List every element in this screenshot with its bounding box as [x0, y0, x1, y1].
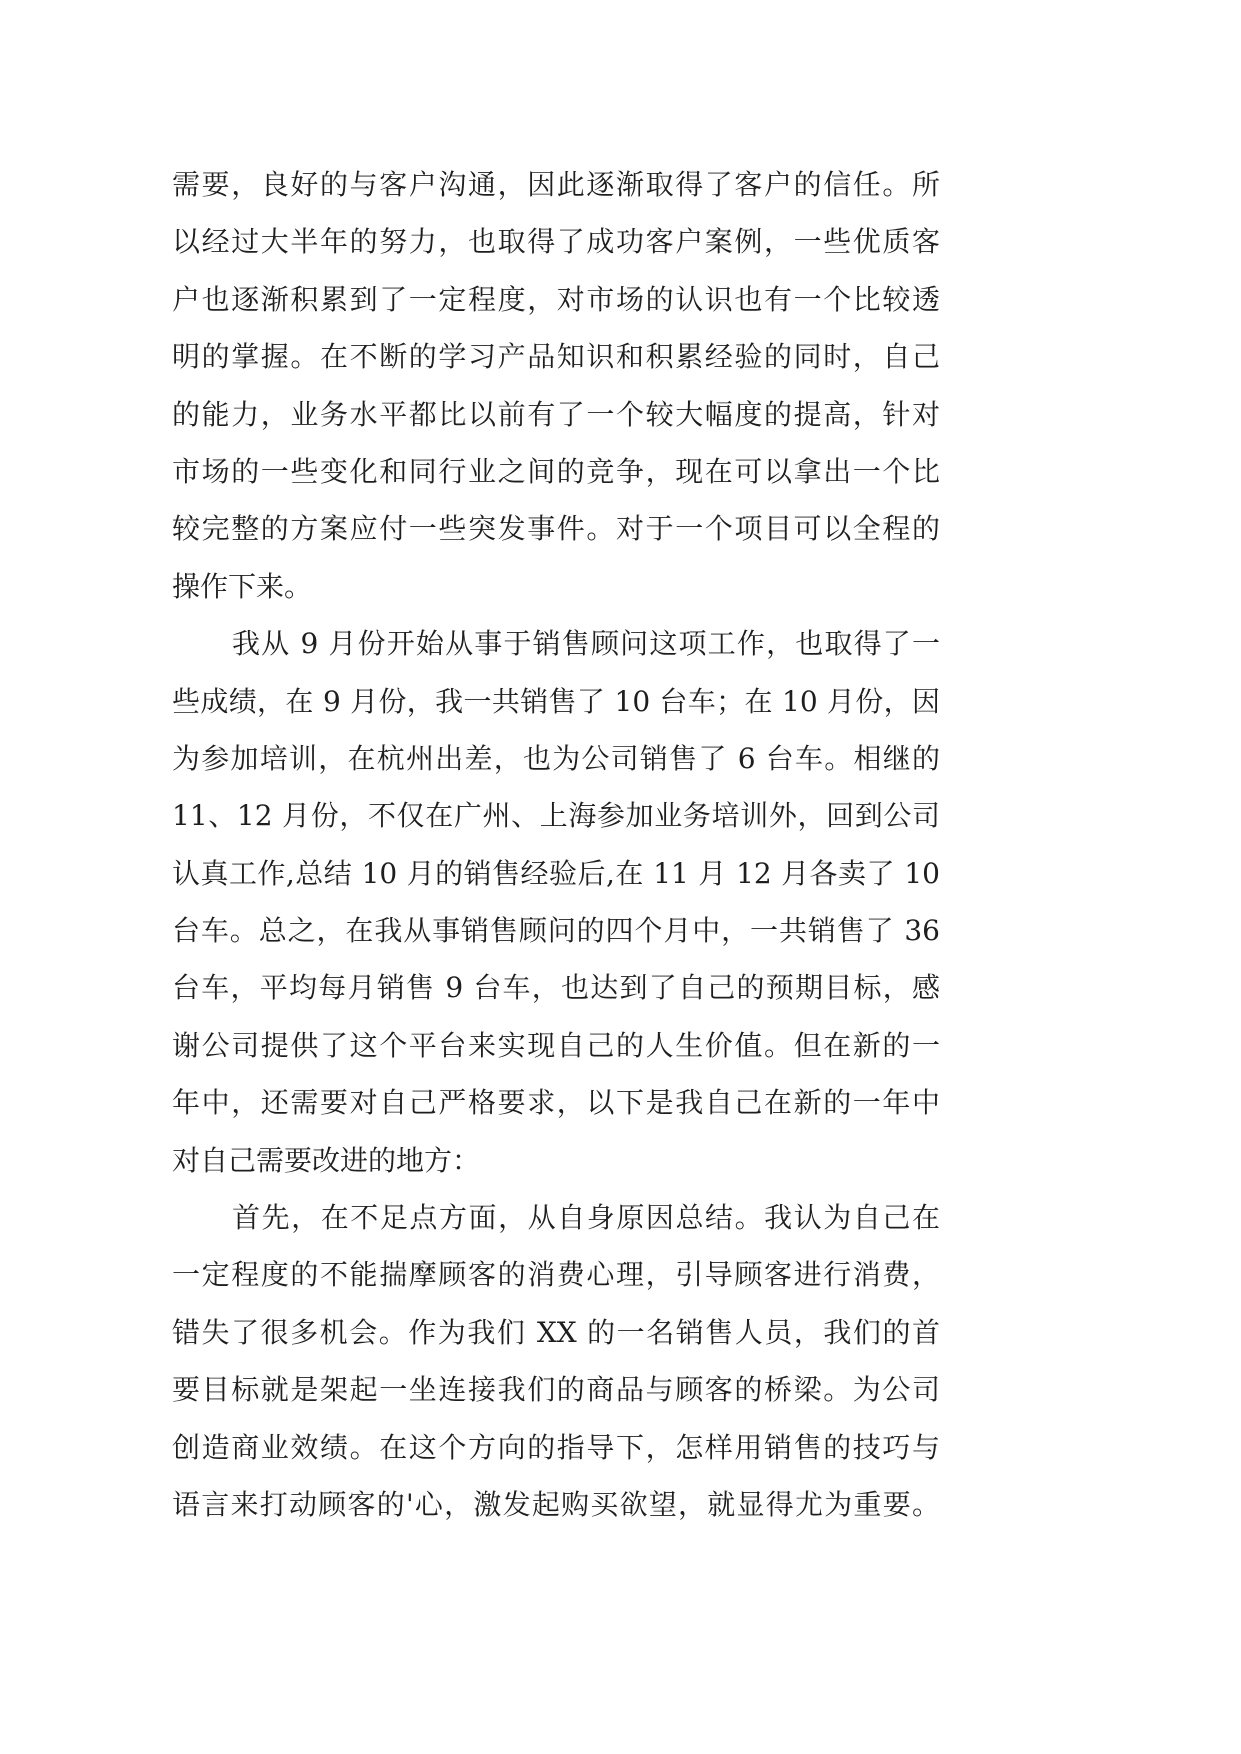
text-line: 些成绩，在 9 月份，我一共销售了 10 台车；在 10 月份，因: [172, 684, 940, 718]
document-body: [172, 156, 940, 1533]
text-line: 为参加培训，在杭州出差，也为公司销售了 6 台车。相继的: [172, 741, 940, 775]
text-line: 首先，在不足点方面，从自身原因总结。我认为自己在: [232, 1201, 940, 1235]
text-line: 户也逐渐积累到了一定程度，对市场的认识也有一个比较透: [172, 282, 940, 316]
text-line: 错失了很多机会。作为我们 XX 的一名销售人员，我们的首: [172, 1315, 940, 1349]
text-line: 需要，良好的与客户沟通，因此逐渐取得了客户的信任。所: [172, 168, 940, 201]
paragraph-sales-results: [172, 615, 940, 1189]
text-line: 创造商业效绩。在这个方向的指导下，怎样用销售的技巧与: [172, 1430, 940, 1464]
text-line: 年中，还需要对自己严格要求，以下是我自己在新的一年中: [172, 1086, 940, 1120]
text-line: 要目标就是架起一坐连接我们的商品与顾客的桥梁。为公司: [172, 1373, 940, 1407]
text-line: 11、12 月份，不仅在广州、上海参加业务培训外，回到公司: [172, 799, 940, 833]
text-line: 谢公司提供了这个平台来实现自己的人生价值。但在新的一: [172, 1028, 940, 1062]
text-line: 台车，平均每月销售 9 台车，也达到了自己的预期目标，感: [172, 971, 940, 1005]
paragraph-improvements: [172, 1189, 940, 1533]
text-line: 语言来打动顾客的'心，激发起购买欲望，就显得尤为重要。: [172, 1487, 940, 1521]
text-line: 较完整的方案应付一些突发事件。对于一个项目可以全程的: [172, 512, 940, 546]
text-line: 以经过大半年的努力，也取得了成功客户案例，一些优质客: [172, 225, 940, 259]
text-line: 认真工作,总结 10 月的销售经验后,在 11 月 12 月各卖了 10: [172, 856, 940, 890]
paragraph-continuation: [172, 156, 940, 615]
text-line: 明的掌握。在不断的学习产品知识和积累经验的同时，自己: [172, 340, 940, 374]
text-line: 的能力，业务水平都比以前有了一个较大幅度的提高，针对: [172, 397, 940, 431]
text-line: 我从 9 月份开始从事于销售顾问这项工作，也取得了一: [232, 627, 940, 661]
text-line: 一定程度的不能揣摩顾客的消费心理，引导顾客进行消费，: [172, 1258, 940, 1292]
text-line: 台车。总之，在我从事销售顾问的四个月中，一共销售了 36: [172, 914, 940, 948]
text-line: 市场的一些变化和同行业之间的竞争，现在可以拿出一个比: [172, 454, 940, 488]
text-line: 操作下来。: [172, 569, 313, 603]
text-line: 对自己需要改进的地方：: [172, 1143, 481, 1177]
